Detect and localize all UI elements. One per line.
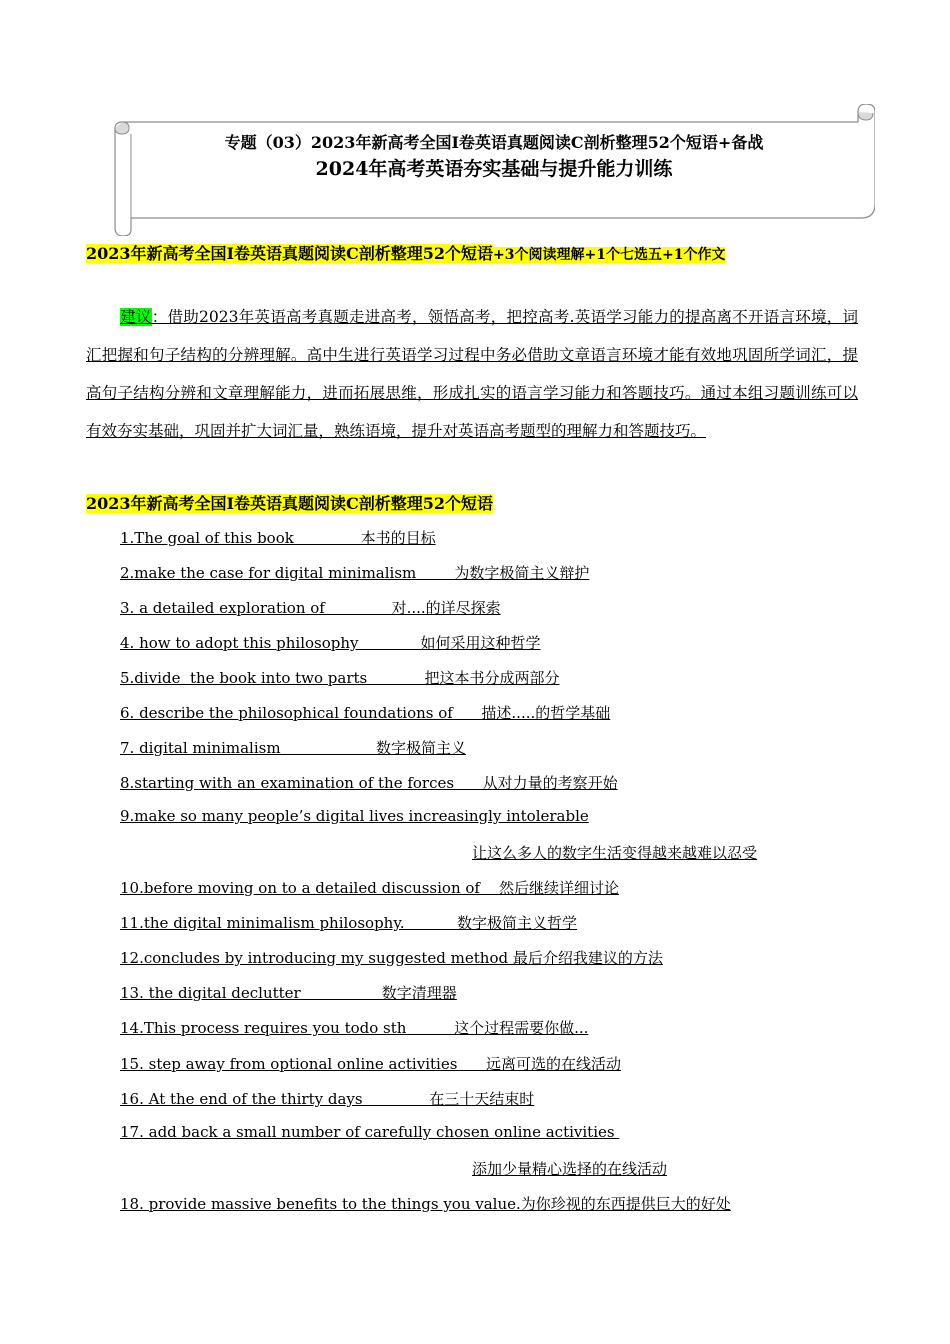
- section-heading-overview: [86, 241, 725, 264]
- advice-label: 建议: [120, 308, 152, 326]
- phrase-item: 16. At the end of the thirty days 在三十天结束时: [120, 1090, 535, 1108]
- phrase-item: 12.concludes by introducing my suggested method 最后介绍我建议的方法: [120, 949, 663, 967]
- section-heading-main: 2023年新高考全国Ⅰ卷英语真题阅读C剖析整理52个短语: [86, 244, 494, 263]
- phrase-item: 14.This process requires you todo sth 这个过程需要你做...: [120, 1019, 589, 1037]
- section-heading-extra: +3个阅读理解+1个七选五+1个作文: [493, 247, 726, 263]
- phrase-item: 4. how to adopt this philosophy 如何采用这种哲学: [120, 634, 541, 652]
- phrase-item-translation: 添加少量精心选择的在线活动: [472, 1160, 668, 1178]
- phrase-item: 8.starting with an examination of the forces 从对力量的考察开始: [120, 774, 618, 792]
- advice-paragraph: [86, 298, 858, 450]
- phrase-item: 10.before moving on to a detailed discussion of 然后继续详细讨论: [120, 879, 620, 897]
- document-title-line-2: 2024年高考英语夯实基础与提升能力训练: [315, 158, 673, 180]
- phrase-item-translation: 让这么多人的数字生活变得越来越难以忍受: [472, 844, 758, 862]
- title-banner: [113, 104, 875, 236]
- phrase-item: 3. a detailed exploration of 对....的详尽探索: [120, 599, 501, 617]
- phrase-item: 5.divide the book into two parts 把这本书分成两部分: [120, 669, 560, 687]
- phrase-item: 13. the digital declutter 数字清理器: [120, 984, 457, 1002]
- section-heading-phrases: [86, 491, 493, 514]
- phrase-item: 9.make so many people’s digital lives increasingly intolerable: [120, 807, 589, 825]
- phrase-item: 17. add back a small number of carefully chosen online activities: [120, 1123, 620, 1141]
- phrase-item: 15. step away from optional online activities 远离可选的在线活动: [120, 1055, 622, 1073]
- phrase-item: 2.make the case for digital minimalism 为数字极简主义辩护: [120, 564, 590, 582]
- phrase-item: 6. describe the philosophical foundations of 描述.....的哲学基础: [120, 704, 611, 722]
- phrase-item: 1.The goal of this book 本书的目标: [120, 529, 436, 547]
- section-heading-phrases-text: 2023年新高考全国Ⅰ卷英语真题阅读C剖析整理52个短语: [86, 494, 494, 513]
- phrase-item: 18. provide massive benefits to the things you value.为你珍视的东西提供巨大的好处: [120, 1195, 731, 1213]
- phrase-item: 11.the digital minimalism philosophy. 数字极简主义哲学: [120, 914, 578, 932]
- phrase-item: 7. digital minimalism 数字极简主义: [120, 739, 466, 757]
- document-title-line-1: 专题（03）2023年新高考全国Ⅰ卷英语真题阅读C剖析整理52个短语+备战: [224, 133, 764, 152]
- advice-text: ：借助2023年英语高考真题走进高考，领悟高考，把控高考.英语学习能力的提高离不开语言环境，词汇把握和句子结构的分辨理解。高中生进行英语学习过程中务必借助文章语言环境才能有效地巩固所学词汇，提高句子结构分辨和文章理解能力，进而拓展思维，形成扎实的语言学习能力和答题技巧。通过本组习题训练可以有效夯实基础，巩固并扩大词汇量，熟练语境，提升对英语高考题型的理解力和答题技巧。: [86, 308, 858, 440]
